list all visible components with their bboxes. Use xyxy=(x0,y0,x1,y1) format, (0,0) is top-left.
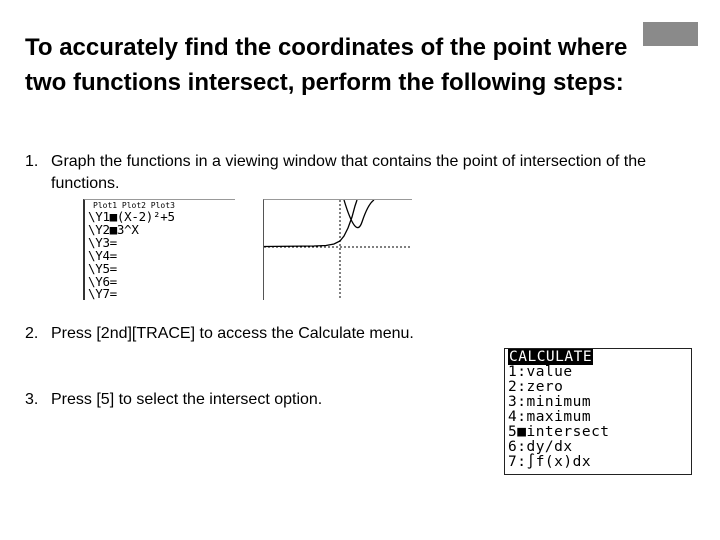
curve-exponential xyxy=(264,200,357,247)
y-line-4: \Y4= xyxy=(88,248,117,263)
menu-item-integral: 7:∫f(x)dx xyxy=(508,454,592,470)
menu-item-value: 1:value xyxy=(508,364,573,380)
menu-item-dydx: 6:dy/dx xyxy=(508,439,573,455)
y-line-1: \Y1■(X-2)²+5 xyxy=(88,209,175,224)
y-line-6: \Y6= xyxy=(88,274,117,289)
slide-title: To accurately find the coordinates of the point where two functions intersect, perform the following steps: xyxy=(25,34,628,96)
calculate-menu-screen xyxy=(504,348,692,475)
menu-item-zero: 2:zero xyxy=(508,379,564,395)
menu-header: CALCULATE xyxy=(509,349,593,365)
graph-screen xyxy=(263,199,412,300)
step-text: Press [2nd][TRACE] to access the Calculate menu. xyxy=(51,325,414,342)
curve-parabola xyxy=(344,200,374,228)
y-line-5: \Y5= xyxy=(88,261,117,276)
step-text: Graph the functions in a viewing window that contains the point of intersection of the functions. xyxy=(51,153,647,192)
menu-item-minimum: 3:minimum xyxy=(508,394,592,410)
step-number: 1. xyxy=(25,153,39,170)
menu-item-intersect: 5■intersect xyxy=(508,424,610,440)
y-editor-screen xyxy=(83,199,235,300)
menu-item-maximum: 4:maximum xyxy=(508,409,592,425)
step-text: Press [5] to select the intersect option. xyxy=(51,391,323,408)
y-line-2: \Y2■3^X xyxy=(88,222,139,237)
step-number: 2. xyxy=(25,325,39,342)
y-line-3: \Y3= xyxy=(88,235,117,250)
plot-labels: Plot1 Plot2 Plot3 xyxy=(93,201,175,210)
step-number: 3. xyxy=(25,391,39,408)
y-line-7: \Y7= xyxy=(88,286,117,301)
